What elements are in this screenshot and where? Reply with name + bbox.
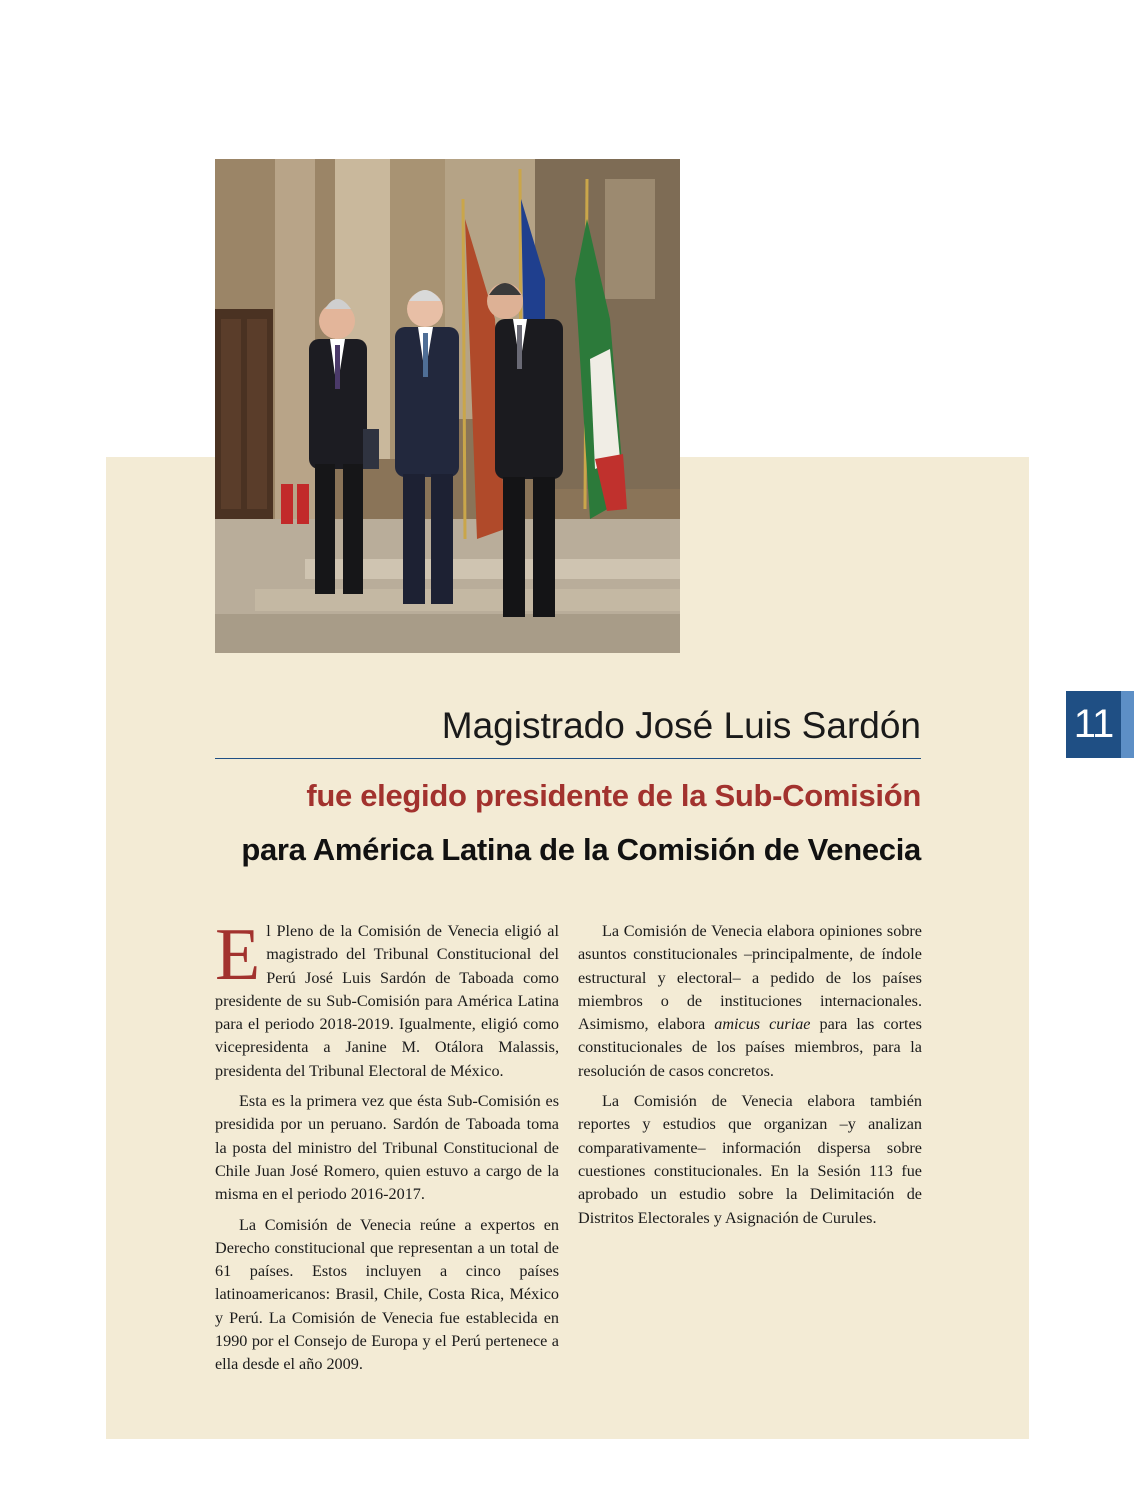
title-line-3: para América Latina de la Comisión de Venecia bbox=[241, 832, 921, 867]
page-number-stripe bbox=[1121, 691, 1134, 758]
title-line-2: fue elegido presidente de la Sub-Comisión bbox=[306, 778, 921, 813]
title-rule bbox=[215, 758, 921, 759]
paragraph-1 bbox=[215, 914, 559, 1083]
article-column-left bbox=[215, 914, 559, 1384]
page-number: 11 bbox=[1066, 691, 1121, 758]
paragraph-4-text-a: La Comisión de Venecia elabora opiniones sobre asuntos constitucionales –principalmente, de índole estructural y electoral– a pedido de los países miembros o de instituciones internacionales. Asimismo, elabora bbox=[578, 922, 922, 1034]
paragraph-4-text-b: para las cortes constitucionales de los países miembros, para la resolución de casos concretos. bbox=[578, 1015, 922, 1080]
photo-three-men-venice bbox=[215, 159, 680, 653]
article-column-right bbox=[578, 920, 922, 1237]
paragraph-1-text: l Pleno de la Comisión de Venecia eligió al magistrado del Tribunal Constitucional del Perú José Luis Sardón de Taboada como presidente de su Sub-Comisión para América Latina para el periodo 2018-2019. Igualmente, eligió como vicepresidenta a Janine M. Otálora Malassis, presidenta del Tribunal Electoral de México. bbox=[215, 922, 559, 1080]
paragraph-3-part-1: La Comisión de Venecia reúne a expertos en Derecho constitucional que representan a un total de 61 países. Estos incluyen a cinco países latinoamericanos: Brasil, Chile, Costa Rica, México y Perú. La Comisión de Venecia fue establecida en 1990 por el Consejo de Europa y el Perú pertenece a ella desde el año 2009. bbox=[215, 1215, 559, 1374]
drop-cap: E bbox=[215, 914, 261, 996]
photo-illustration bbox=[215, 159, 680, 653]
paragraph-4 bbox=[578, 920, 922, 1083]
title-line-1: Magistrado José Luis Sardón bbox=[441, 705, 921, 746]
page-number-tab bbox=[1066, 691, 1134, 758]
paragraph-2: Esta es la primera vez que ésta Sub-Comisión es presidida por un peruano. Sardón de Taboada toma la posta del ministro del Tribunal Constitucional de Chile Juan José Romero, quien estuvo a cargo de la misma en el periodo 2016-2017. bbox=[215, 1092, 559, 1204]
paragraph-5: La Comisión de Venecia elabora también reportes y estudios que organizan –y analizan comparativamente– información dispersa sobre cuestiones constitucionales. En la Sesión 113 fue aprobado un estudio sobre la Delimitación de Distritos Electorales y Asignación de Curules. bbox=[578, 1092, 922, 1227]
paragraph-4-italic: amicus curiae bbox=[714, 1015, 811, 1034]
